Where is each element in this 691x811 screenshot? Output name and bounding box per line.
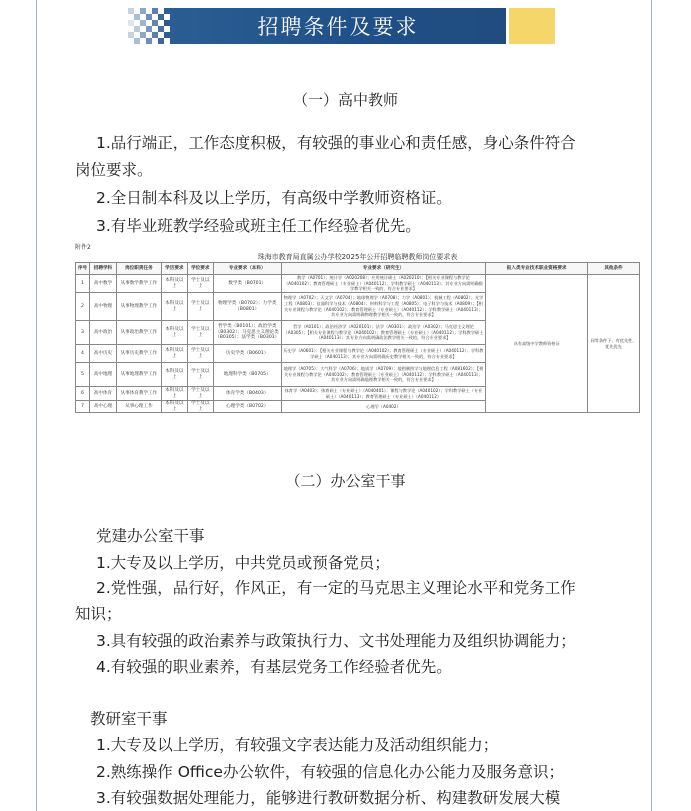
table-cell: 本科及以上 [161,401,187,413]
group1-item-4: 4.有较强的职业素养，有基层党务工作经验者优先。 [96,658,452,676]
table-cell: 高中体育 [89,387,116,401]
group2-item-2: 2.熟练操作 Office办公软件，有较强的信息化办公能力及服务意识； [96,763,564,781]
table-cell: 心理学类（B0702） [213,401,281,413]
table-cell: 学士及以上 [187,387,213,401]
table-cell: 地理科学类（B0705） [213,363,281,387]
table-cell: 体育学（A0403）；体育硕士（专业硕士）（A040401）；课程与教学论（A040102）；学科教学硕士（专业硕士）（A040113）；教育管理硕士（专业硕士）（A040112） [281,387,486,401]
table-header: 专业要求（研究生） [281,263,486,275]
table-header: 岗位职责任务 [116,263,161,275]
table-cell: 5 [76,363,90,387]
group1-title: 党建办公室干事 [96,527,205,545]
group1-item-3: 3.具有较强的政治素养与政策执行力、文书处理能力及组织协调能力； [96,632,576,650]
section1-item-1-cont: 岗位要求。 [75,161,153,179]
table-cell: 学士及以上 [187,401,213,413]
table-cell: 学士及以上 [187,363,213,387]
group1-item-2-cont: 知识； [75,605,122,623]
table-header: 学历要求 [161,263,187,275]
table-header: 招聘学科 [89,263,116,275]
table-header: 其他条件 [588,263,640,275]
requirements-table-image [75,242,640,432]
table-cell: 心理学（A0402） [281,401,486,413]
table-cell: 物理学（A0702）；天文学（A0704）；地球物理学（A0708）；力学（A0801）；机械工程（A0802）；光学工程（A0803）；仪器科学与技术（A0804）；材料科学与工程（A0805）；电子科学与技术（A0809）；【相关专业课程与教学论（A040102）；教育管理硕士（专业硕士）（A040112）；学科教学硕士（A040113）；其专业方向需明确物理教学相关一致的，符合专业要求】 [281,293,486,321]
table-cell: 高中政治 [89,321,116,345]
table-cell: 7 [76,401,90,413]
table-cell: 学士及以上 [187,345,213,363]
group2-item-1: 1.大专及以上学历，有较强文字表达能力及活动组织能力； [96,736,499,754]
table-cell: 高中数学 [89,275,116,293]
table-cell: 从事体育教学工作 [116,387,161,401]
section1-item-2: 2.全日制本科及以上学历，有高级中学教师资格证。 [96,189,452,207]
group1-item-2: 2.党性强，品行好，作风正，有一定的马克思主义理论水平和党务工作 [96,579,576,597]
table-cell: 从事心理工作 [116,401,161,413]
table-cell: 本科及以上 [161,387,187,401]
table-cell: 本科及以上 [161,363,187,387]
table-cell: 本科及以上 [161,275,187,293]
table-header: 专业要求（本科） [213,263,281,275]
table-header-row [76,263,640,275]
table-cell: 学士及以上 [187,321,213,345]
table-cell: 地理学（A0705）；大气科学（A0706）；地质学（A0709）；地图制图学与地理信息工程（A081602）；【相关专业课程与教学论（A040102）；教育管理硕士（专业硕士）（A040112）；学科教学硕士（A040113）；其专业方向需明确地理教学相关一致的，符合专业要求】 [281,363,486,387]
table-cell: 数学（A0701）；统计学（A020208）；应用统计硕士（A020210）；【相关专业课程与教学论（A040102）；教育管理硕士（专业硕士）（A040112）；学科教学硕士（A040113）；其专业方向需明确数学教学相关一致的，符合专业要求】 [281,275,486,293]
table-cell-other: 同等条件下，有优先性，优先优先 [588,275,640,413]
table-cell: 1 [76,275,90,293]
table-cell: 高中历史 [89,345,116,363]
banner-bar [170,8,506,44]
title-banner [0,0,691,50]
table-cell: 从事政治教学工作 [116,321,161,345]
section1-item-3: 3.有毕业班教学经验或班主任工作经验者优先。 [96,217,421,235]
requirements-table [75,262,640,413]
table-cell: 历史学类（B0601） [213,345,281,363]
table-cell: 本科及以上 [161,321,187,345]
table-cell: 本科及以上 [161,345,187,363]
banner-mosaic-decoration [128,8,170,44]
table-cell: 学士及以上 [187,293,213,321]
table-cell: 历史学（A0601）；【相关专业课程与教学论（A040102）；教育管理硕士（专业硕士）（A040112）；学科教学硕士（A040113）；其专业方向需明确历史教学相关一致的，符合专业要求】 [281,345,486,363]
table-cell: 数学类（B0701） [213,275,281,293]
table-cell: 学士及以上 [187,275,213,293]
table-cell: 从事历史教学工作 [116,345,161,363]
group1-item-1: 1.大专及以上学历，中共党员或预备党员； [96,554,390,572]
table-row [76,275,640,293]
table-annex-label: 附件2 [75,244,91,251]
table-header: 报入类专业技术职业资格要求 [486,263,588,275]
table-cell: 高中地理 [89,363,116,387]
table-cell: 3 [76,321,90,345]
table-cell: 2 [76,293,90,321]
table-cell: 6 [76,387,90,401]
page-border-left [36,0,37,811]
section1-heading: （一）高中教师 [292,91,398,109]
table-cell-qualification: 具有高级中学教师资格证 [486,275,588,413]
table-cell: 本科及以上 [161,293,187,321]
table-title: 珠海市教育局直属公办学校2025年公开招聘临聘教师岗位要求表 [257,253,458,261]
table-cell: 体育学类（B0403） [213,387,281,401]
table-cell: 4 [76,345,90,363]
table-cell: 从事数学教学工作 [116,275,161,293]
table-header: 序号 [76,263,90,275]
section1-item-1: 1.品行端正，工作态度积极，有较强的事业心和责任感，身心条件符合 [96,134,576,152]
group2-title: 教研室干事 [90,710,168,728]
table-cell: 从事地理教学工作 [116,363,161,387]
table-cell: 物理学类（B0702）；力学类（B0801） [213,293,281,321]
banner-accent-block [509,8,555,44]
group2-item-3: 3.有较强数据处理能力，能够进行教研数据分析、构建教研发展大模 [96,789,561,807]
section2-heading: （二）办公室干事 [285,472,406,490]
table-cell: 哲学（A0101）；政治经济学（A020101）；法学（A0301）；政治学（A0302）；马克思主义理论（A0305）；【相关专业课程与教学论（A040102）；教育管理硕士（专业硕士）（A040112）；学科教学硕士（A040113）；其专业方向需明确政治教学相关一致的，符合专业要求】 [281,321,486,345]
table-cell: 哲学类（B0101）；政治学类（B0302）；马克思主义理论类（B0305）；法学类（B0301） [213,321,281,345]
table-cell: 高中物理 [89,293,116,321]
table-header: 学位要求 [187,263,213,275]
table-cell: 高中心理 [89,401,116,413]
banner-title: 招聘条件及要求 [257,15,419,39]
page-border-right [651,0,652,811]
table-cell: 从事物理教学工作 [116,293,161,321]
